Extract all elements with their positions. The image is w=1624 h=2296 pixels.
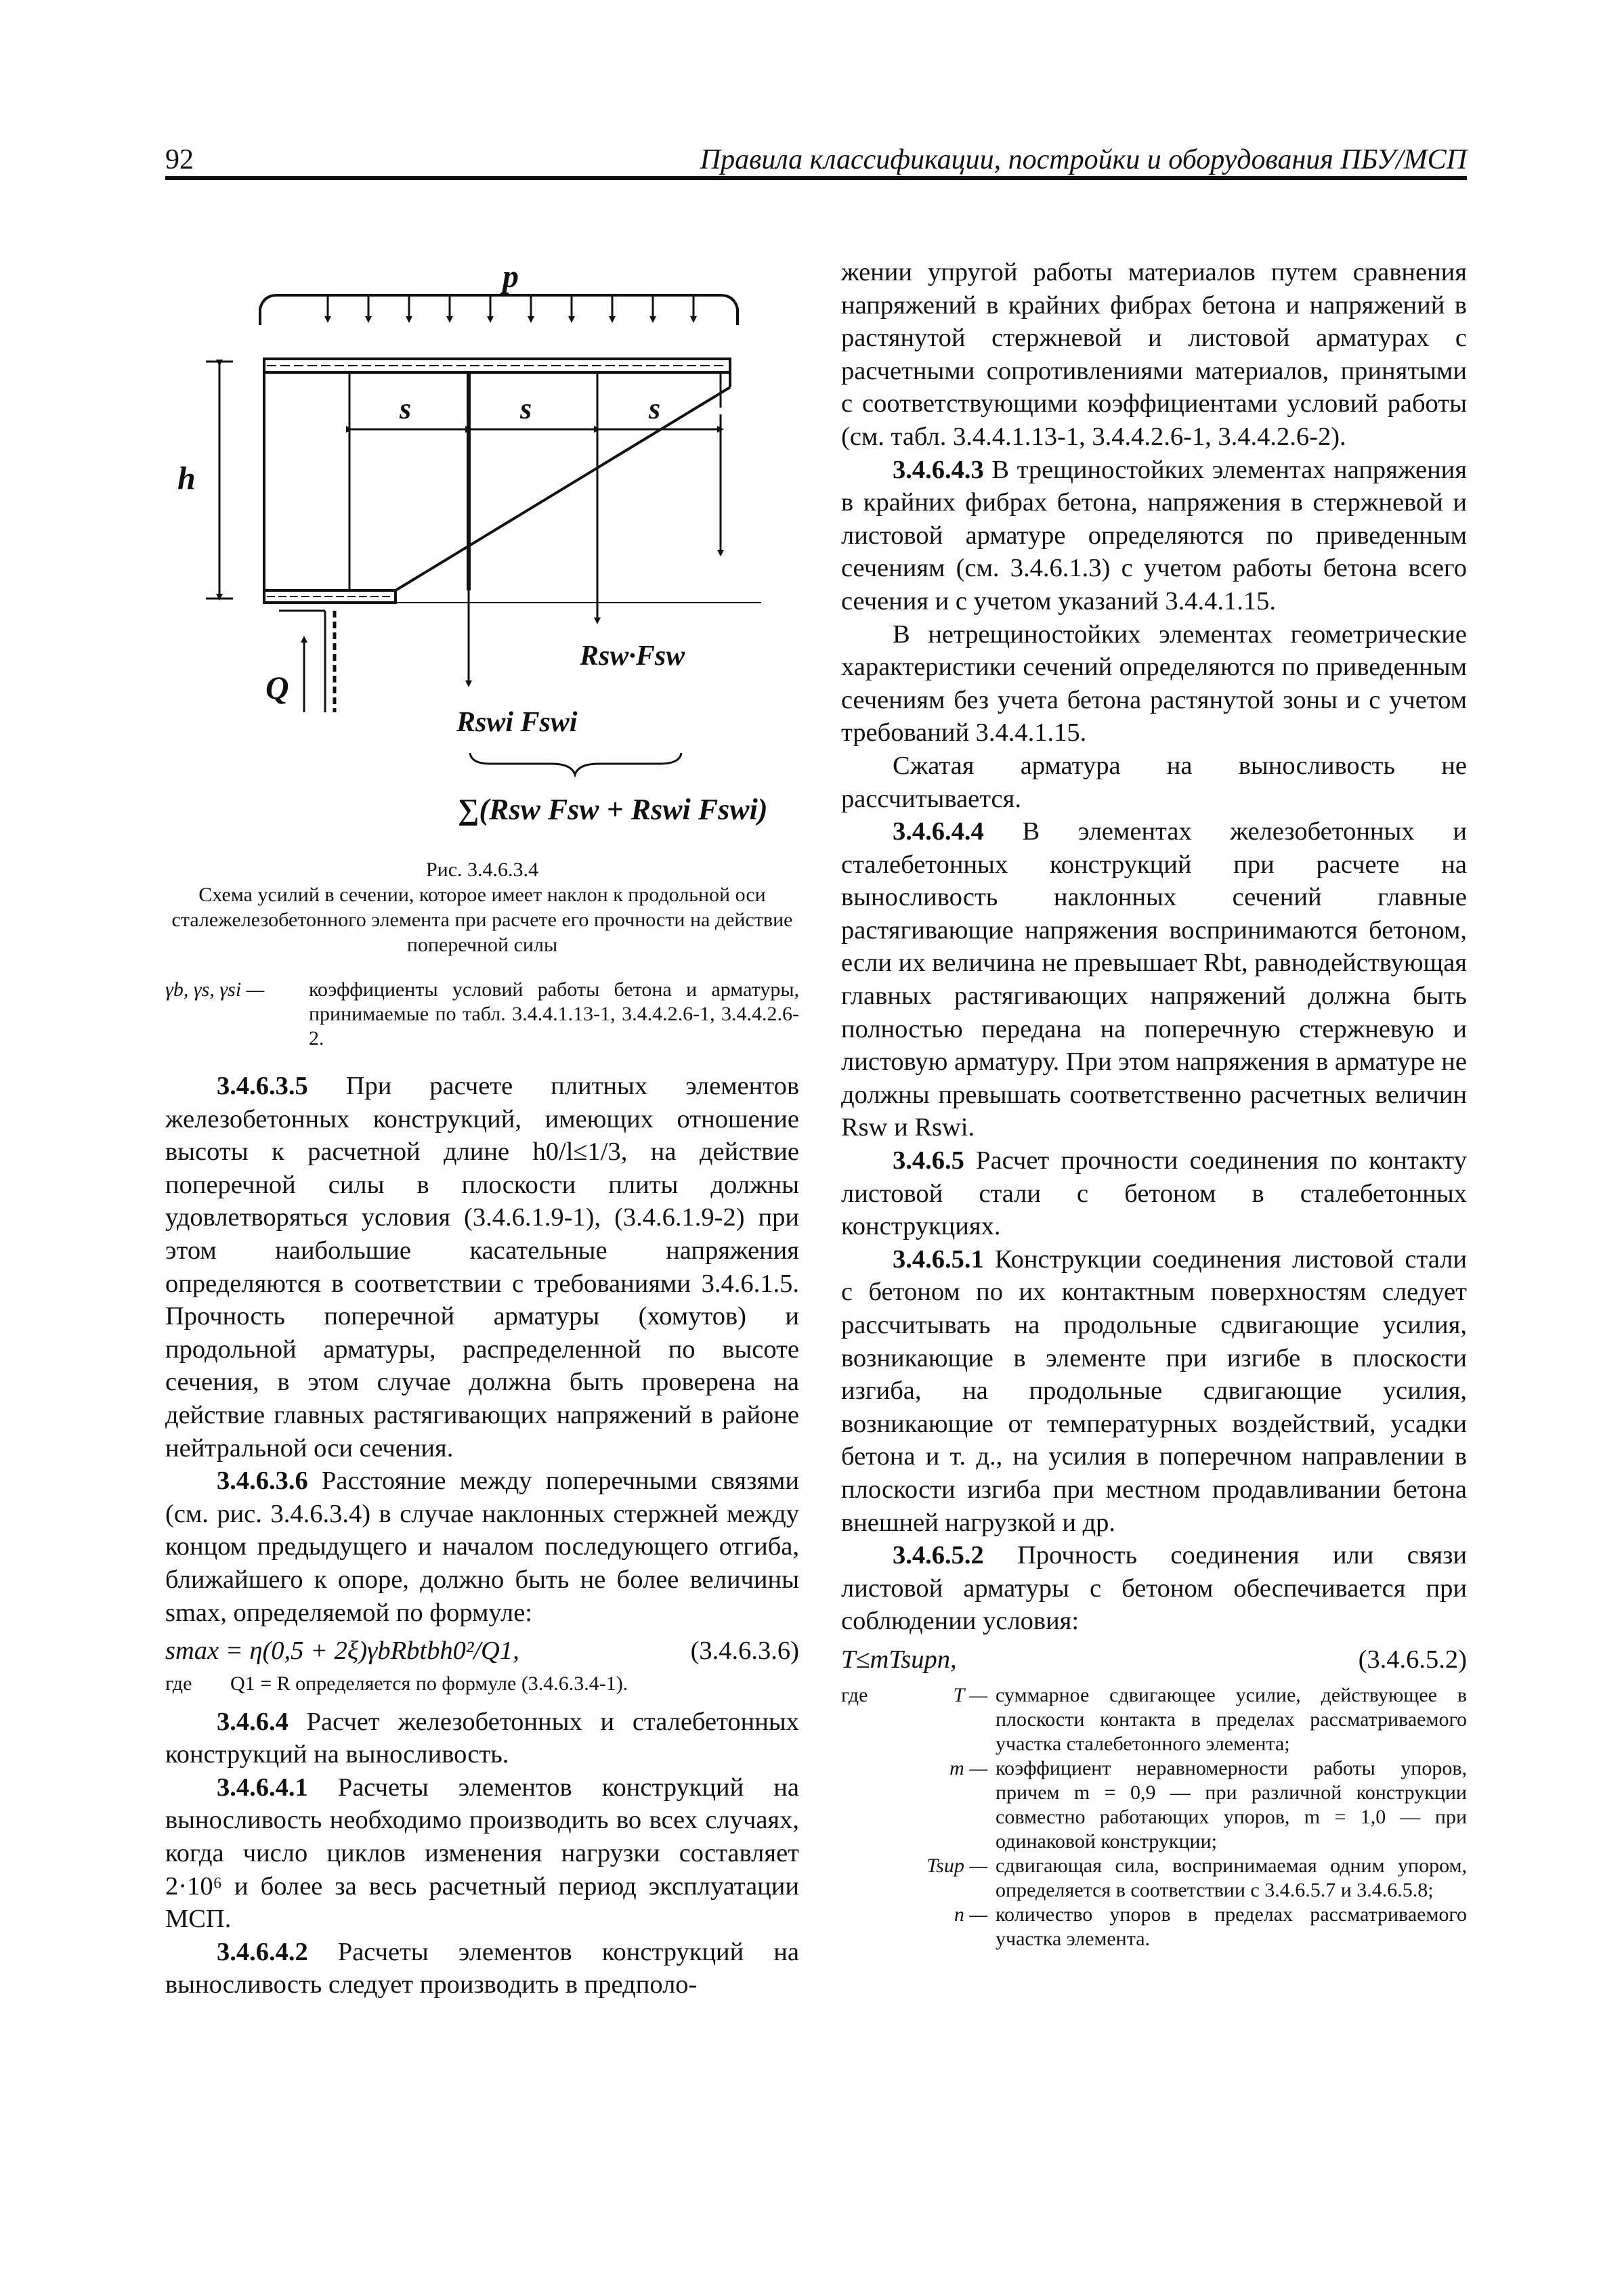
section-number: 3.4.6.4.4	[893, 817, 984, 846]
paragraph-text: В элементах железобетонных и сталебетонных конструкций при расчете на выносливость наклонных сечений главные растягивающие напряжения воспринимаются бетоном, если их величина не превышает Rbt, равнодействующая главных растягивающих напряжений должна быть полностью передана на поперечную стержневую и листовую арматуру. При этом напряжения в арматуре не должны превышать соответственно расчетных величин Rsw и Rswi.	[841, 817, 1467, 1142]
where-word: где	[165, 1672, 192, 1695]
gamma-symbols: γb, γs, γsi —	[165, 978, 265, 1001]
paragraph-3-4-6-4-4	[841, 815, 1467, 1144]
paragraph-3-4-6-4-1	[165, 1771, 799, 1936]
definitions-list	[841, 1683, 1467, 1951]
paragraph-3-4-6-4-3	[841, 454, 1467, 618]
load-label: p	[503, 259, 519, 295]
paragraph-text: Расчет железобетонных и сталебетонных конструкций на выносливость.	[165, 1707, 799, 1769]
formula-number: (3.4.6.5.2)	[1358, 1645, 1467, 1674]
section-number: 3.4.6.3.5	[217, 1072, 308, 1100]
spacing-label-1: s	[400, 392, 412, 425]
section-number: 3.4.6.4.1	[217, 1773, 308, 1802]
section-number: 3.4.6.5.1	[893, 1244, 984, 1274]
right-column	[841, 256, 1467, 1951]
resultant-force-label: ∑(Rsw Fsw + Rswi Fswi)	[458, 793, 768, 826]
definition-row	[841, 1756, 1467, 1854]
gamma-definition	[165, 978, 799, 1051]
paragraph-continuation: жении упругой работы материалов путем сравнения напряжений в крайних фибрах бетона и напряжений в растянутой стержневой и листовой арматурах с расчетными сопротивлениями материалов, принятыми с соответствующими коэффициентами условий работы (см. табл. 3.4.4.1.13-1, 3.4.4.2.6-1, 3.4.4.2.6-2).	[841, 258, 1467, 451]
paragraph-text: Расчеты элементов конструкций на выносливость следует производить в предполо-	[165, 1937, 799, 1999]
paragraph-3-4-6-5-2	[841, 1539, 1467, 1638]
figure-caption	[165, 857, 799, 957]
formula-3-4-6-5-2	[841, 1643, 1467, 1676]
definition-row	[841, 1903, 1467, 1951]
definition-text: сдвигающая сила, воспринимаемая одним упором, определяется в соответствии с 3.4.6.5.7 и 3.4.6.5.8;	[996, 1854, 1467, 1901]
paragraph-text: Расчет прочности соединения по контакту листовой стали с бетоном в сталебетонных конструкциях.	[841, 1146, 1467, 1241]
definition-symbol: n —	[954, 1903, 987, 1926]
running-header-title: Правила классификации, постройки и оборудования ПБУ/МСП	[700, 144, 1467, 175]
paragraph-compressed: Сжатая арматура на выносливость не рассчитывается.	[841, 751, 1467, 813]
where-text: Q1 = R определяется по формуле (3.4.6.3.4-1).	[230, 1672, 628, 1695]
definition-symbol: Tsup —	[926, 1854, 987, 1877]
section-number: 3.4.6.4.2	[217, 1937, 308, 1966]
definition-row	[841, 1683, 1467, 1756]
paragraph-3-4-6-3-5	[165, 1070, 799, 1465]
stirrup-force-label: Rsw·Fsw	[580, 641, 685, 672]
paragraph-text: Конструкции соединения листовой стали с бетоном по их контактным поверхностям следует рассчитывать на продольные сдвигающие усилия, возникающие в элементе при изгибе в плоскости изгиба, на продольные сдвигающие усилия, возникающие от температурных воздействий, усадки бетона и т. д., на усилия в поперечном направлении в плоскости изгиба при местном продавливании бетона внешней нагрузкой и др.	[841, 1244, 1467, 1537]
paragraph-text: При расчете плитных элементов железобетонных конструкций, имеющих отношение высоты к расчетной длине h0/l≤1/3, на действие поперечной силы в плоскости плиты должны удовлетворяться условия (3.4.6.1.9-1), (3.4.6.1.9-2) при этом наибольшие касательные напряжения определяются в соответствии с требованиями 3.4.6.1.5. Прочность поперечной арматуры (хомутов) и продольной арматуры, распределенной по высоте сечения, в этом случае должна быть проверена на действие главных растягивающих напряжений в районе нейтральной оси сечения.	[165, 1072, 799, 1463]
paragraph-3-4-6-5-1	[841, 1243, 1467, 1539]
section-number: 3.4.6.5	[893, 1146, 964, 1175]
height-label: h	[177, 460, 196, 496]
section-number: 3.4.6.4	[217, 1707, 289, 1736]
definition-text: суммарное сдвигающее усилие, действующее в плоскости контакта в пределах рассматриваемого участка сталебетонного элемента;	[996, 1683, 1467, 1755]
definition-symbol: m —	[949, 1756, 987, 1779]
spacing-label-3: s	[649, 392, 661, 425]
formula-number: (3.4.6.3.6)	[690, 1637, 799, 1666]
formula-where	[165, 1672, 799, 1696]
definition-row	[841, 1854, 1467, 1903]
paragraph-nontrack: В нетрещиностойких элементах геометрические характеристики сечений определяются по приведенным сечениям без учета бетона растянутой зоны и с учетом требований 3.4.4.1.15.	[841, 620, 1467, 748]
section-number: 3.4.6.3.6	[217, 1467, 308, 1496]
figure-caption-number: Рис. 3.4.6.3.4	[425, 859, 539, 881]
paragraph-text: Расстояние между поперечными связями (см. рис. 3.4.6.3.4) в случае наклонных стержней между концом предыдущего и началом последующего отгиба, ближайшего к опоре, должно быть не более величины smax, определяемой по формуле:	[165, 1467, 799, 1627]
section-number: 3.4.6.4.3	[893, 455, 984, 484]
paragraph-3-4-6-3-6	[165, 1465, 799, 1629]
definition-text: коэффициент неравномерности работы упоров, причем m = 0,9 — при различной конструкции совместно работающих упоров, m = 1,0 — при одинаковой конструкции;	[996, 1756, 1467, 1853]
header-rule	[165, 176, 1467, 180]
spacing-label-2: s	[520, 392, 532, 425]
where-word: где	[841, 1683, 868, 1706]
left-column	[165, 978, 799, 2001]
figure-caption-text: Схема усилий в сечении, которое имеет наклон к продольной оси сталежелезобетонного элемента при расчете его прочности на действие поперечной силы	[171, 884, 793, 956]
definition-text: количество упоров в пределах рассматриваемого участка элемента.	[996, 1903, 1467, 1950]
definition-symbol: T —	[953, 1683, 987, 1706]
formula-expression: T≤mTsupn,	[841, 1645, 957, 1674]
paragraph-3-4-6-5	[841, 1144, 1467, 1243]
page-number: 92	[165, 144, 194, 175]
paragraph-text: Прочность соединения или связи листовой арматуры с бетоном обеспечивается при соблюдении условия:	[841, 1541, 1467, 1636]
section-number: 3.4.6.5.2	[893, 1541, 984, 1570]
formula-expression: smax = η(0,5 + 2ξ)γbRbtbh0²/Q1,	[165, 1637, 519, 1666]
paragraph-3-4-6-4	[165, 1706, 799, 1771]
paragraph-3-4-6-4-2	[165, 1936, 799, 2001]
beam-force-diagram	[165, 252, 799, 854]
paragraph-text: Расчеты элементов конструкций на выносливость необходимо производить во всех случаях, когда число циклов изменения нагрузки составляет 2·10⁶ и более за весь расчетный период эксплуатации МСП.	[165, 1773, 799, 1934]
sheet-force-label: Rswi Fswi	[456, 707, 578, 738]
gamma-text: коэффициенты условий работы бетона и арматуры, принимаемые по табл. 3.4.4.1.13-1, 3.4.4.2.6-1, 3.4.4.2.6-2.	[309, 978, 799, 1049]
formula-3-4-6-3-6	[165, 1634, 799, 1668]
shear-force-label: Q	[265, 670, 289, 706]
paragraph-text: В трещиностойких элементах напряжения в крайних фибрах бетона, напряжения в стержневой и листовой арматуре определяются по приведенным сечениям (см. 3.4.6.1.3) с учетом работы бетона всего сечения и с учетом указаний 3.4.4.1.15.	[841, 455, 1467, 615]
